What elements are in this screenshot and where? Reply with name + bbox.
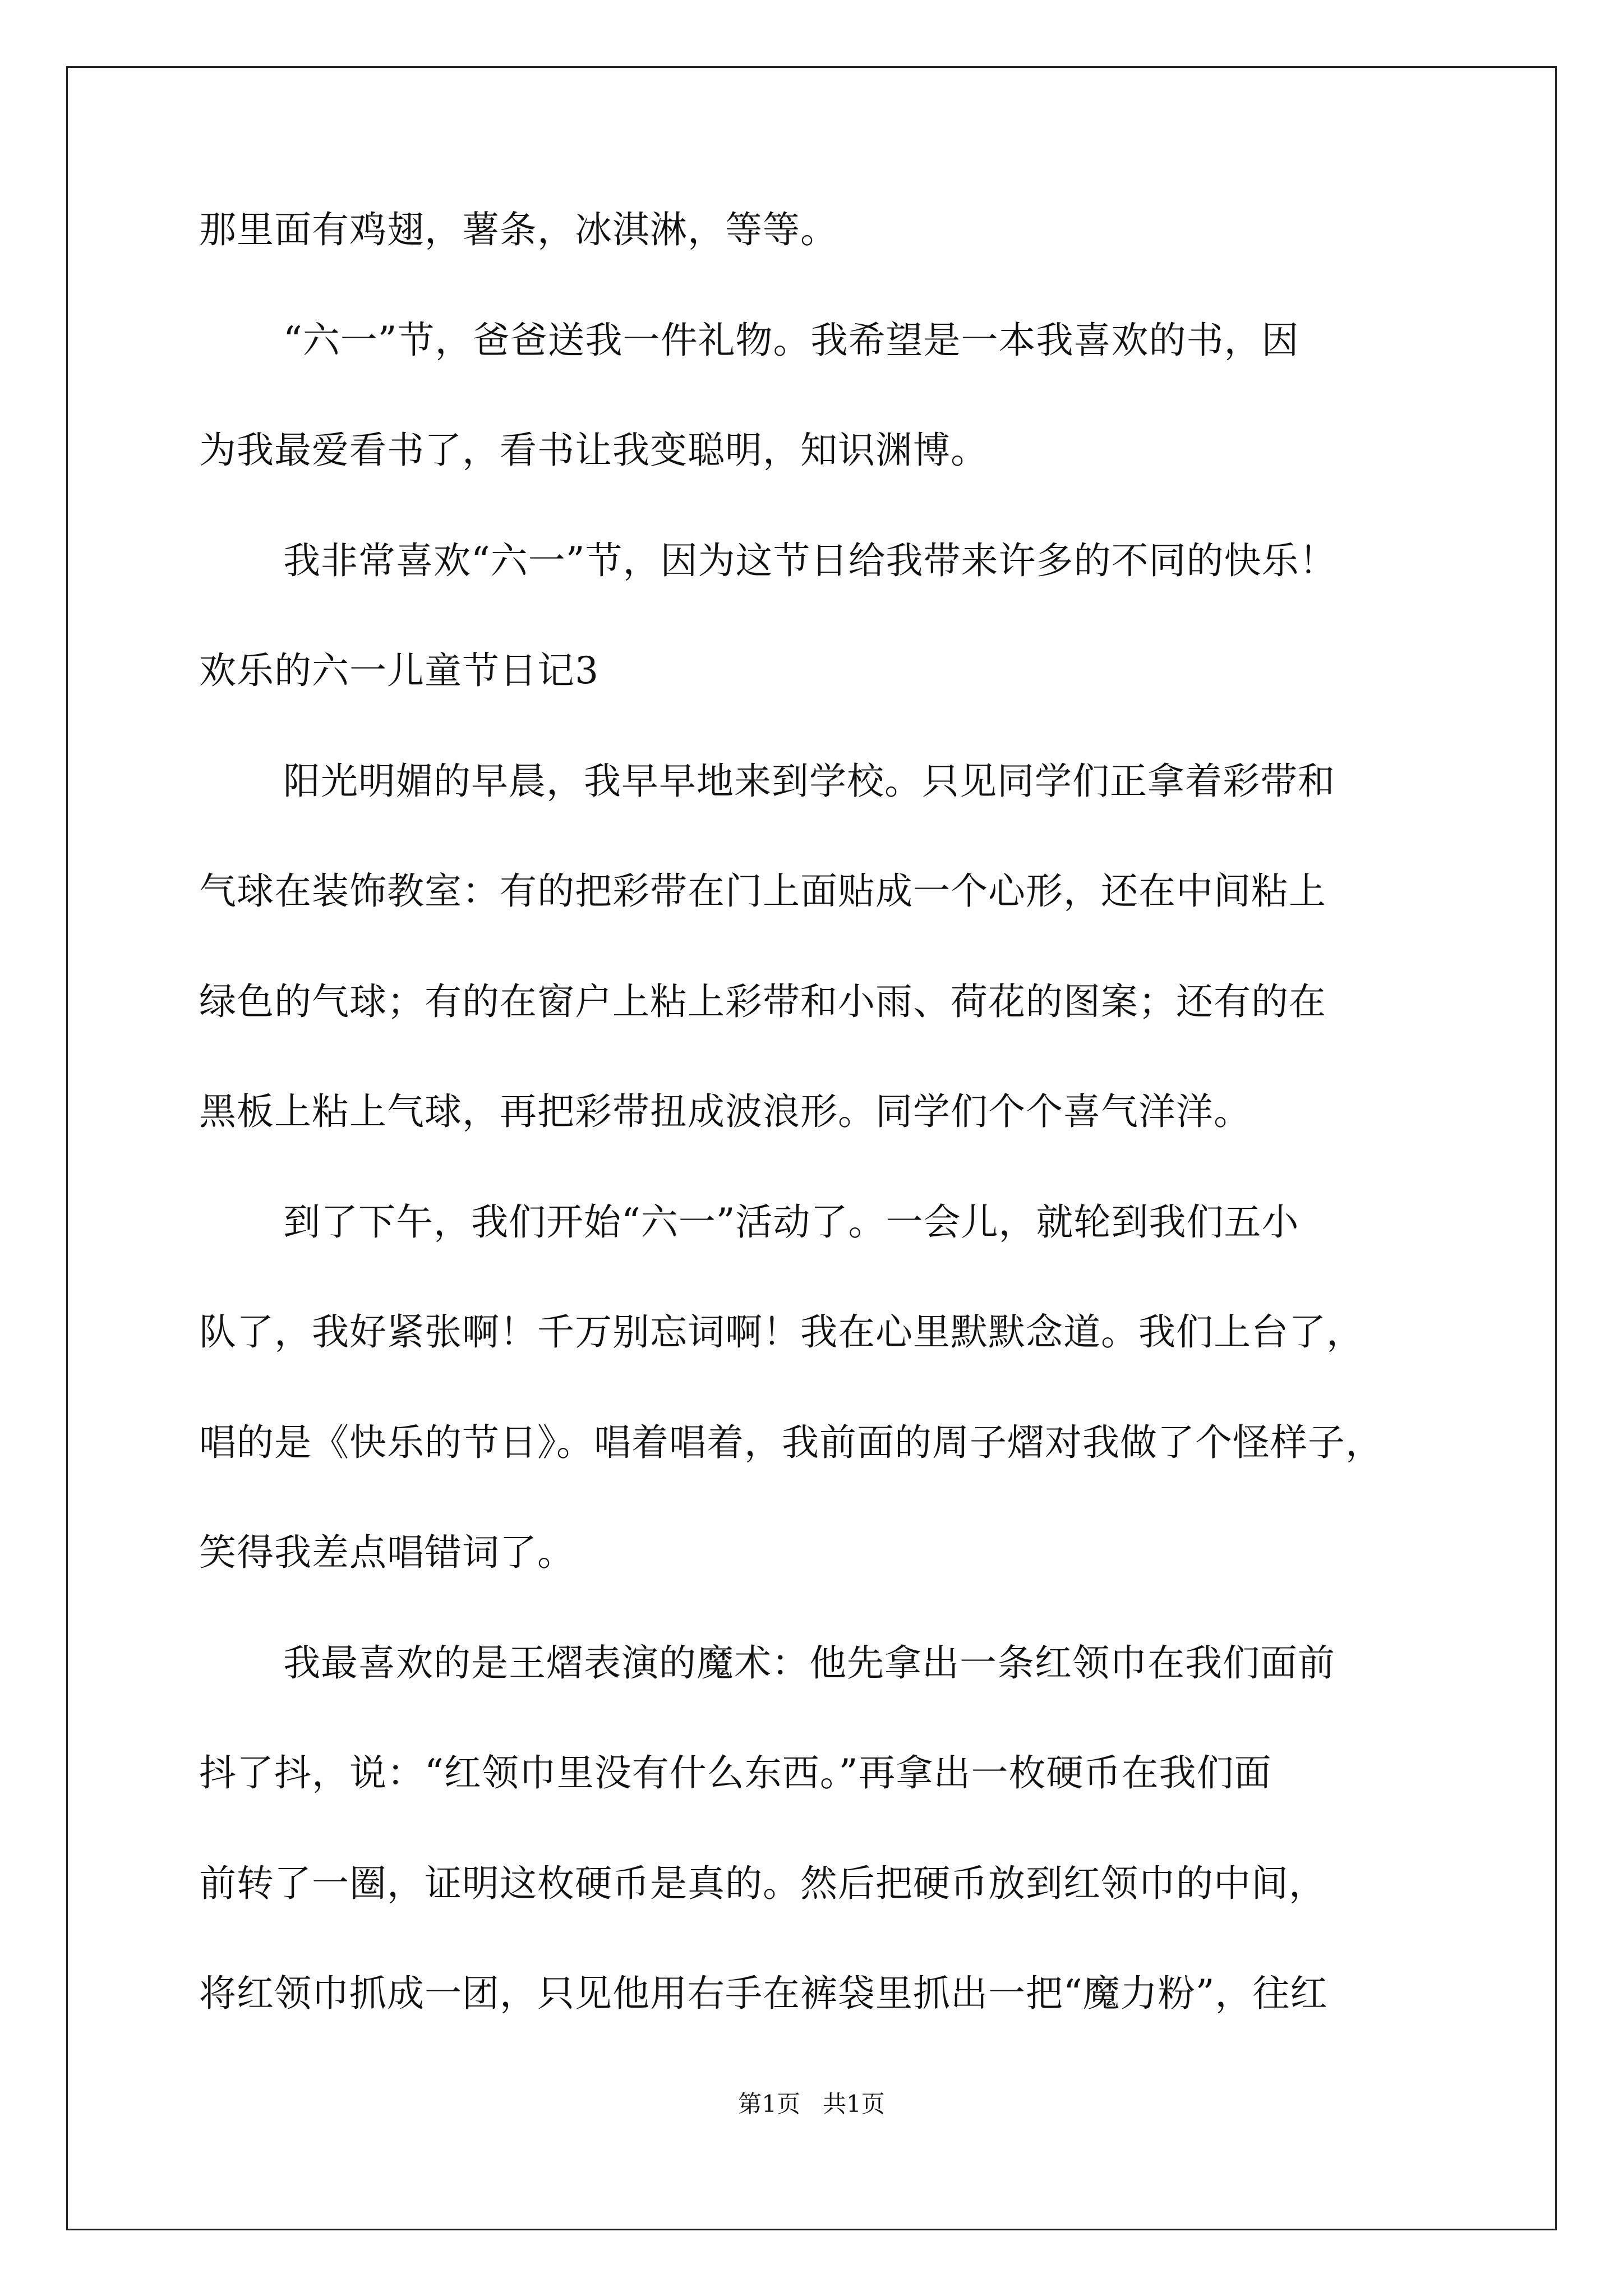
paragraph-line: 我非常喜欢“六一”节，因为这节日给我带来许多的不同的快乐！ xyxy=(283,539,1337,582)
paragraph-line: 气球在装饰教室：有的把彩带在门上面贴成一个心形，还在中间粘上 xyxy=(199,869,1326,913)
paragraph-line: 前转了一圈，证明这枚硬币是真的。然后把硬币放到红领巾的中间， xyxy=(199,1862,1326,1905)
paragraph-line: 那里面有鸡翅，薯条，冰淇淋，等等。 xyxy=(199,208,838,251)
paragraph-line: 队了，我好紧张啊！千万别忘词啊！我在心里默默念道。我们上台了， xyxy=(199,1310,1364,1354)
page-number: 第1页 xyxy=(738,2090,800,2118)
paragraph-line: “六一”节，爸爸送我一件礼物。我希望是一本我喜欢的书，因 xyxy=(283,319,1299,362)
paragraph-line: 唱的是《快乐的节日》。唱着唱着，我前面的周子熠对我做了个怪样子， xyxy=(199,1421,1383,1464)
paragraph-line: 黑板上粘上气球，再把彩带扭成波浪形。同学们个个喜气洋洋。 xyxy=(199,1090,1251,1133)
page-footer xyxy=(0,2090,1623,2119)
paragraph-line: 到了下午，我们开始“六一”活动了。一会儿，就轮到我们五小 xyxy=(283,1200,1299,1244)
paragraph-line: 绿色的气球；有的在窗户上粘上彩带和小雨、荷花的图案；还有的在 xyxy=(199,980,1326,1023)
paragraph-line: 为我最爱看书了，看书让我变聪明，知识渊博。 xyxy=(199,429,988,472)
page-total: 共1页 xyxy=(823,2090,885,2118)
paragraph-line: 阳光明媚的早晨，我早早地来到学校。只见同学们正拿着彩带和 xyxy=(283,760,1335,803)
paragraph-line: 将红领巾抓成一团，只见他用右手在裤袋里抓出一把“魔力粉”，往红 xyxy=(199,1972,1328,2015)
section-heading: 欢乐的六一儿童节日记3 xyxy=(199,649,599,692)
paragraph-line: 抖了抖，说：“红领巾里没有什么东西。”再拿出一枚硬币在我们面 xyxy=(199,1751,1272,1795)
paragraph-line: 笑得我差点唱错词了。 xyxy=(199,1531,575,1574)
paragraph-line: 我最喜欢的是王熠表演的魔术：他先拿出一条红领巾在我们面前 xyxy=(283,1641,1335,1685)
